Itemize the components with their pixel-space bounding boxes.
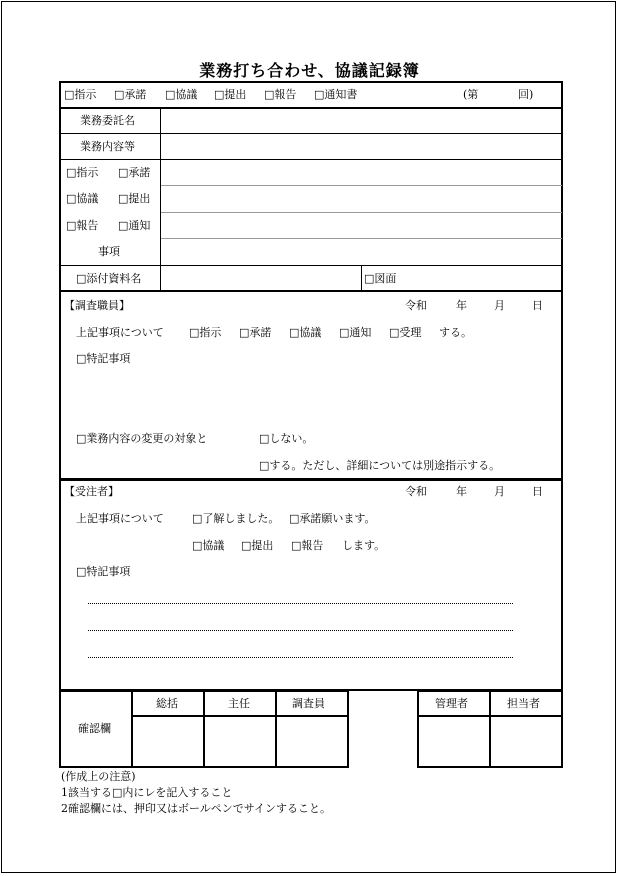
check-teishutsu[interactable]: □提出 [118,192,151,205]
stamp-shunin[interactable] [206,718,274,766]
juchu-check-ryokai[interactable]: □了解しました。 [192,512,280,525]
chosa-check-kyogi[interactable]: □協議 [289,326,322,339]
rule [60,159,562,160]
juchu-nen: 年 [456,485,467,498]
rule [132,715,348,717]
rule [60,265,562,266]
label-gyomu-naiyo: 業務内容等 [80,140,135,153]
field-tenpu[interactable] [162,267,359,289]
check-shodaku[interactable]: □承諾 [118,166,151,179]
notes-item-1: 1該当する□内にレを記入すること [61,786,233,799]
chosa-reiwa: 令和 [405,299,427,312]
juchu-line2-suffix: します。 [342,539,386,552]
juchu-reiwa: 令和 [405,485,427,498]
header-item-teishutsu[interactable]: □提出 [214,88,247,101]
juchu-check-shodaku-negai[interactable]: □承諾願います。 [289,512,376,525]
check-tenpu[interactable]: □添付資料名 [76,272,142,285]
kakunin-col-shunin: 主任 [228,697,250,710]
chosa-nen: 年 [456,299,467,312]
chosa-line1-prefix: 上記事項について [76,326,164,339]
juchu-heading: 【受注者】 [64,485,119,498]
check-tsuchi[interactable]: □通知 [118,219,151,232]
rule [131,691,133,767]
rule [203,691,205,767]
juchu-tokki-line-3[interactable] [88,657,513,658]
juchu-tokki-line-1[interactable] [88,603,513,604]
rule [60,290,562,292]
check-zumen[interactable]: □図面 [364,272,397,285]
label-jiko: 事項 [98,245,120,258]
chosa-hi: 日 [532,299,543,312]
stamp-tantosha[interactable] [492,718,560,766]
notes-item-2: 2確認欄には、押印又はボールペンでサインすること。 [61,802,332,815]
chosa-check-shodaku[interactable]: □承諾 [239,326,272,339]
chosa-tsuki: 月 [494,299,505,312]
field-gyomu-itaku[interactable] [162,109,560,133]
chosa-line1-suffix: する。 [439,326,472,339]
check-hokoku[interactable]: □報告 [66,219,99,232]
kakunin-col-tantosha: 担当者 [507,697,540,710]
rule [60,133,562,134]
check-shiji[interactable]: □指示 [66,166,99,179]
juchu-check-teishutsu[interactable]: □提出 [241,539,274,552]
kakunin-label: 確認欄 [78,722,111,735]
field-jiko[interactable] [162,161,560,264]
chosa-check-shiji[interactable]: □指示 [189,326,222,339]
stamp-chosain[interactable] [278,718,346,766]
chosa-heading: 【調査職員】 [64,299,130,312]
label-gyomu-itaku: 業務委託名 [80,114,135,127]
chosa-tokki[interactable]: □特記事項 [76,352,131,365]
chosa-check-tsuchi[interactable]: □通知 [339,326,372,339]
rule [275,691,277,767]
stamp-kanrisha[interactable] [420,718,488,766]
page-title: 業務打ち合わせ、協議記録簿 [199,61,420,80]
notes-heading: (作成上の注意) [61,770,136,783]
header-dai: (第 [463,88,479,101]
header-item-shodaku[interactable]: □承諾 [114,88,147,101]
chosa-check-suru[interactable]: □する。ただし、詳細については別途指示する。 [259,459,501,472]
chosa-henko: □業務内容の変更の対象と [76,432,208,445]
check-kyogi[interactable]: □協議 [66,192,99,205]
kakunin-col-kanrisha: 管理者 [435,697,468,710]
rule [418,715,562,717]
chosa-check-shinai[interactable]: □しない。 [259,432,314,445]
header-item-shiji[interactable]: □指示 [64,88,97,101]
header-item-tsuchisho[interactable]: □通知書 [314,88,358,101]
chosa-tokki-area[interactable] [76,368,556,424]
header-item-kyogi[interactable]: □協議 [165,88,198,101]
rule [489,691,491,767]
field-gyomu-naiyo[interactable] [162,135,560,159]
kakunin-col-chosain: 調査員 [292,697,325,710]
kakunin-col-sokatsu: 総括 [156,697,178,710]
juchu-box [59,479,563,691]
juchu-line1-prefix: 上記事項について [76,512,164,525]
rule [160,108,161,290]
header-item-hokoku[interactable]: □報告 [264,88,297,101]
juchu-tsuki: 月 [494,485,505,498]
chosa-check-juri[interactable]: □受理 [389,326,422,339]
juchu-hi: 日 [532,485,543,498]
juchu-tokki[interactable]: □特記事項 [76,565,131,578]
header-kai: 回) [518,88,534,101]
juchu-tokki-line-2[interactable] [88,630,513,631]
rule [361,266,362,290]
stamp-sokatsu[interactable] [134,718,202,766]
juchu-check-kyogi[interactable]: □協議 [192,539,225,552]
juchu-check-hokoku[interactable]: □報告 [291,539,324,552]
